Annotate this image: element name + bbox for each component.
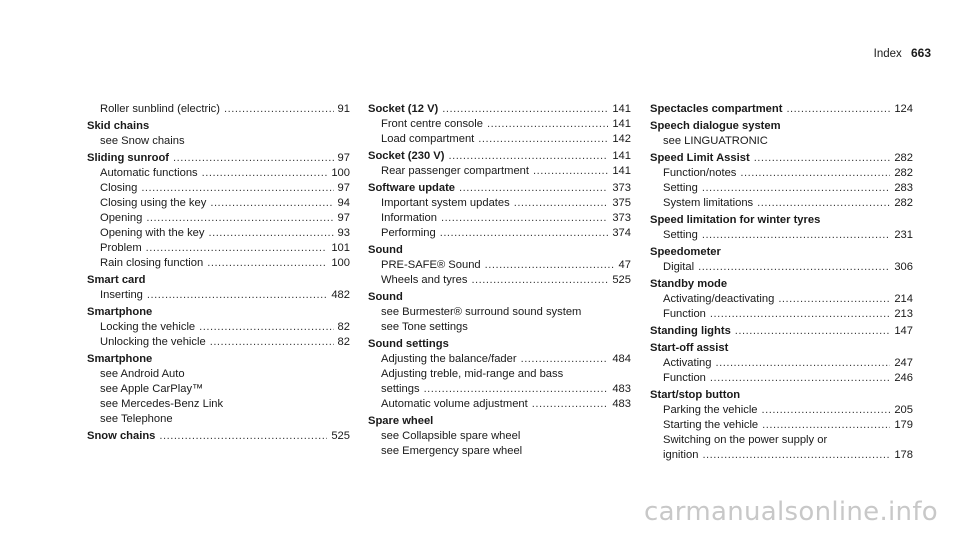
subentry-text: Function [663, 308, 706, 320]
index-heading [87, 273, 350, 288]
index-subentry [368, 429, 631, 444]
dot-leader [710, 371, 890, 386]
heading-text: Sound settings [368, 338, 449, 350]
index-subentry [368, 211, 631, 226]
subentry-text: see Telephone [100, 413, 173, 425]
index-subentry [368, 382, 631, 397]
index-heading [368, 414, 631, 429]
index-subentry [650, 196, 913, 211]
subentry-text: PRE-SAFE® Sound [381, 259, 481, 271]
heading-text: Standby mode [650, 278, 728, 290]
subentry-text: ignition [663, 449, 699, 461]
dot-leader [485, 258, 615, 273]
subentry-text: Setting [663, 182, 698, 194]
page-reference: 179 [894, 419, 913, 431]
page-reference: 483 [612, 398, 631, 410]
index-subentry [368, 258, 631, 273]
index-heading [650, 388, 913, 403]
index-subentry [368, 196, 631, 211]
index-heading [368, 149, 631, 164]
index-subentry [368, 273, 631, 288]
index-subentry [87, 256, 350, 271]
index-subentry [650, 228, 913, 243]
dot-leader [786, 102, 890, 117]
subentry-text: see Mercedes-Benz Link [100, 398, 224, 410]
dot-leader [459, 181, 608, 196]
index-heading [650, 341, 913, 356]
heading-text: Snow chains [87, 430, 156, 442]
index-subentry [650, 134, 913, 149]
index-heading [368, 243, 631, 258]
dot-leader [514, 196, 609, 211]
index-subentry [87, 367, 350, 382]
index-entry [650, 213, 913, 243]
index-entry [368, 102, 631, 147]
subentry-text: Performing [381, 227, 436, 239]
subentry-text: Starting the vehicle [663, 419, 759, 431]
page-reference: 282 [894, 197, 913, 209]
index-subentry [87, 412, 350, 427]
index-entry [368, 149, 631, 179]
page-number: 663 [910, 46, 931, 60]
page-reference: 282 [894, 167, 913, 179]
subentry-text: settings [381, 383, 420, 395]
index-heading [650, 324, 913, 339]
heading-text: Sliding sunroof [87, 152, 170, 164]
index-heading [650, 119, 913, 134]
dot-leader [702, 228, 890, 243]
page-reference: 97 [337, 152, 350, 164]
page-header [874, 46, 931, 60]
page-reference: 375 [612, 197, 631, 209]
subentry-text: see Burmester® surround sound system [381, 306, 582, 318]
subentry-text: Inserting [100, 289, 143, 301]
subentry-text: Front centre console [381, 118, 483, 130]
index-subentry [368, 226, 631, 241]
page-reference: 147 [894, 325, 913, 337]
dot-leader [778, 292, 890, 307]
page-reference: 141 [612, 150, 631, 162]
page-reference: 374 [612, 227, 631, 239]
index-subentry [87, 382, 350, 397]
index-subentry [368, 352, 631, 367]
page-reference: 214 [894, 293, 913, 305]
subentry-text: Information [381, 212, 437, 224]
heading-text: Sound [368, 291, 403, 303]
dot-leader [159, 429, 327, 444]
index-subentry [650, 260, 913, 275]
dot-leader [762, 418, 890, 433]
page-reference: 82 [337, 321, 350, 333]
page-reference: 142 [612, 133, 631, 145]
index-subentry [650, 166, 913, 181]
subentry-text: Wheels and tyres [381, 274, 468, 286]
dot-leader [478, 132, 608, 147]
dot-leader [199, 320, 333, 335]
subentry-text: see Tone settings [381, 321, 468, 333]
index-column-3 [650, 102, 913, 465]
subentry-text: Opening [100, 212, 143, 224]
index-entry [650, 324, 913, 339]
dot-leader [448, 149, 608, 164]
section-label: Index [873, 48, 902, 60]
dot-leader [173, 151, 334, 166]
page-reference: 101 [331, 242, 350, 254]
subentry-text: see Emergency spare wheel [381, 445, 523, 457]
page-reference: 141 [612, 118, 631, 130]
subentry-text: Unlocking the vehicle [100, 336, 206, 348]
dot-leader [702, 448, 890, 463]
index-entry [368, 243, 631, 288]
dot-leader [141, 181, 333, 196]
page-reference: 306 [894, 261, 913, 273]
dot-leader [710, 307, 890, 322]
index-subentry [650, 307, 913, 322]
subentry-text: Digital [663, 261, 695, 273]
subentry-text: Important system updates [381, 197, 510, 209]
dot-leader [532, 397, 609, 412]
index-heading [87, 151, 350, 166]
subentry-text: Activating/deactivating [663, 293, 775, 305]
index-subentry [87, 196, 350, 211]
index-subentry [87, 335, 350, 350]
page-reference: 94 [337, 197, 350, 209]
subentry-text: Adjusting treble, mid-range and bass [381, 368, 564, 380]
dot-leader [207, 256, 327, 271]
dot-leader [442, 102, 608, 117]
heading-text: Socket (12 V) [368, 103, 439, 115]
index-heading [87, 429, 350, 444]
index-column-2 [368, 102, 631, 461]
index-heading [650, 213, 913, 228]
heading-text: Start-off assist [650, 342, 729, 354]
index-entry [87, 102, 350, 117]
index-heading [650, 277, 913, 292]
index-entry [87, 305, 350, 350]
heading-text: Smart card [87, 274, 146, 286]
page-reference: 483 [612, 383, 631, 395]
index-subentry [87, 241, 350, 256]
page-reference: 100 [331, 167, 350, 179]
heading-text: Spare wheel [368, 415, 434, 427]
index-subentry [368, 117, 631, 132]
subentry-text: Setting [663, 229, 698, 241]
page-reference: 373 [612, 212, 631, 224]
dot-leader [146, 241, 328, 256]
subentry-text: Locking the vehicle [100, 321, 196, 333]
index-column-1 [87, 102, 350, 446]
index-heading [87, 352, 350, 367]
index-subentry [650, 181, 913, 196]
subentry-text: see LINGUATRONIC [663, 135, 768, 147]
dot-leader [208, 226, 333, 241]
page-reference: 97 [337, 182, 350, 194]
watermark-text: carmanualsonline.info [643, 497, 938, 527]
index-entry [368, 337, 631, 412]
subentry-text: Roller sunblind (electric) [100, 103, 220, 115]
index-subentry [87, 102, 350, 117]
index-subentry [87, 211, 350, 226]
dot-leader [533, 164, 608, 179]
index-heading [87, 119, 350, 134]
page-reference: 525 [331, 430, 350, 442]
dot-leader [740, 166, 890, 181]
page-reference: 141 [612, 103, 631, 115]
subentry-text: Switching on the power supply or [663, 434, 828, 446]
dot-leader [202, 166, 328, 181]
page-reference: 91 [337, 103, 350, 115]
heading-text: Speech dialogue system [650, 120, 781, 132]
subentry-text: Automatic functions [100, 167, 198, 179]
page-reference: 205 [894, 404, 913, 416]
index-entry [87, 429, 350, 444]
page-reference: 93 [337, 227, 350, 239]
dot-leader [698, 260, 890, 275]
dot-leader [210, 335, 334, 350]
index-subentry [87, 320, 350, 335]
page-reference: 97 [337, 212, 350, 224]
index-entry [87, 151, 350, 271]
index-entry [650, 245, 913, 275]
index-subentry [368, 305, 631, 320]
heading-text: Software update [368, 182, 456, 194]
dot-leader [210, 196, 333, 211]
dot-leader [471, 273, 608, 288]
index-subentry [368, 397, 631, 412]
dot-leader [440, 226, 609, 241]
page-reference: 100 [331, 257, 350, 269]
page-reference: 231 [894, 229, 913, 241]
page-reference: 373 [612, 182, 631, 194]
heading-text: Start/stop button [650, 389, 741, 401]
page-reference: 247 [894, 357, 913, 369]
index-heading [650, 245, 913, 260]
index-heading [650, 151, 913, 166]
subentry-text: Function [663, 372, 706, 384]
heading-text: Speed limitation for winter tyres [650, 214, 821, 226]
subentry-text: Opening with the key [100, 227, 205, 239]
page-reference: 141 [612, 165, 631, 177]
dot-leader [147, 288, 327, 303]
index-entry [87, 119, 350, 149]
dot-leader [702, 181, 890, 196]
index-entry [368, 181, 631, 241]
index-subentry [87, 134, 350, 149]
index-subentry [650, 292, 913, 307]
page-reference: 283 [894, 182, 913, 194]
index-entry [650, 341, 913, 386]
heading-text: Skid chains [87, 120, 150, 132]
dot-leader [521, 352, 609, 367]
heading-text: Sound [368, 244, 403, 256]
subentry-text: Automatic volume adjustment [381, 398, 528, 410]
subentry-text: Rain closing function [100, 257, 204, 269]
page-reference: 213 [894, 308, 913, 320]
dot-leader [424, 382, 609, 397]
page-reference: 484 [612, 353, 631, 365]
index-subentry [368, 444, 631, 459]
index-subentry [650, 418, 913, 433]
index-entry [87, 273, 350, 303]
index-subentry [87, 181, 350, 196]
index-subentry [650, 433, 913, 448]
dot-leader [735, 324, 891, 339]
dot-leader [487, 117, 608, 132]
index-subentry [650, 371, 913, 386]
page-reference: 47 [618, 259, 631, 271]
subentry-text: Closing [100, 182, 138, 194]
page-reference: 482 [331, 289, 350, 301]
index-subentry [650, 448, 913, 463]
index-heading [650, 102, 913, 117]
page-reference: 246 [894, 372, 913, 384]
index-entry [650, 119, 913, 149]
subentry-text: Adjusting the balance/fader [381, 353, 517, 365]
dot-leader [754, 151, 891, 166]
heading-text: Spectacles compartment [650, 103, 783, 115]
index-entry [650, 102, 913, 117]
index-subentry [368, 320, 631, 335]
index-subentry [368, 132, 631, 147]
dot-leader [441, 211, 608, 226]
subentry-text: Load compartment [381, 133, 475, 145]
index-subentry [87, 397, 350, 412]
subentry-text: Function/notes [663, 167, 737, 179]
page-reference: 282 [894, 152, 913, 164]
index-subentry [650, 356, 913, 371]
dot-leader [716, 356, 891, 371]
index-subentry [87, 166, 350, 181]
dot-leader [757, 196, 890, 211]
dot-leader [146, 211, 333, 226]
index-subentry [650, 403, 913, 418]
page-reference: 124 [894, 103, 913, 115]
subentry-text: see Snow chains [100, 135, 185, 147]
index-heading [368, 290, 631, 305]
subentry-text: see Collapsible spare wheel [381, 430, 521, 442]
heading-text: Speed Limit Assist [650, 152, 750, 164]
subentry-text: Rear passenger compartment [381, 165, 529, 177]
index-entry [368, 290, 631, 335]
dot-leader [762, 403, 891, 418]
index-subentry [87, 288, 350, 303]
subentry-text: see Apple CarPlay™ [100, 383, 204, 395]
heading-text: Speedometer [650, 246, 721, 258]
dot-leader [224, 102, 334, 117]
heading-text: Socket (230 V) [368, 150, 445, 162]
subentry-text: see Android Auto [100, 368, 185, 380]
page-reference: 525 [612, 274, 631, 286]
page-reference: 82 [337, 336, 350, 348]
index-entry [650, 388, 913, 463]
page-reference: 178 [894, 449, 913, 461]
subentry-text: System limitations [663, 197, 754, 209]
heading-text: Standing lights [650, 325, 731, 337]
subentry-text: Problem [100, 242, 142, 254]
index-entry [650, 151, 913, 211]
index-heading [87, 305, 350, 320]
index-subentry [87, 226, 350, 241]
subentry-text: Closing using the key [100, 197, 207, 209]
subentry-text: Activating [663, 357, 712, 369]
index-heading [368, 181, 631, 196]
index-entry [87, 352, 350, 427]
index-entry [368, 414, 631, 459]
subentry-text: Parking the vehicle [663, 404, 758, 416]
heading-text: Smartphone [87, 353, 153, 365]
index-entry [650, 277, 913, 322]
index-subentry [368, 164, 631, 179]
index-subentry [368, 367, 631, 382]
index-heading [368, 102, 631, 117]
index-heading [368, 337, 631, 352]
heading-text: Smartphone [87, 306, 153, 318]
